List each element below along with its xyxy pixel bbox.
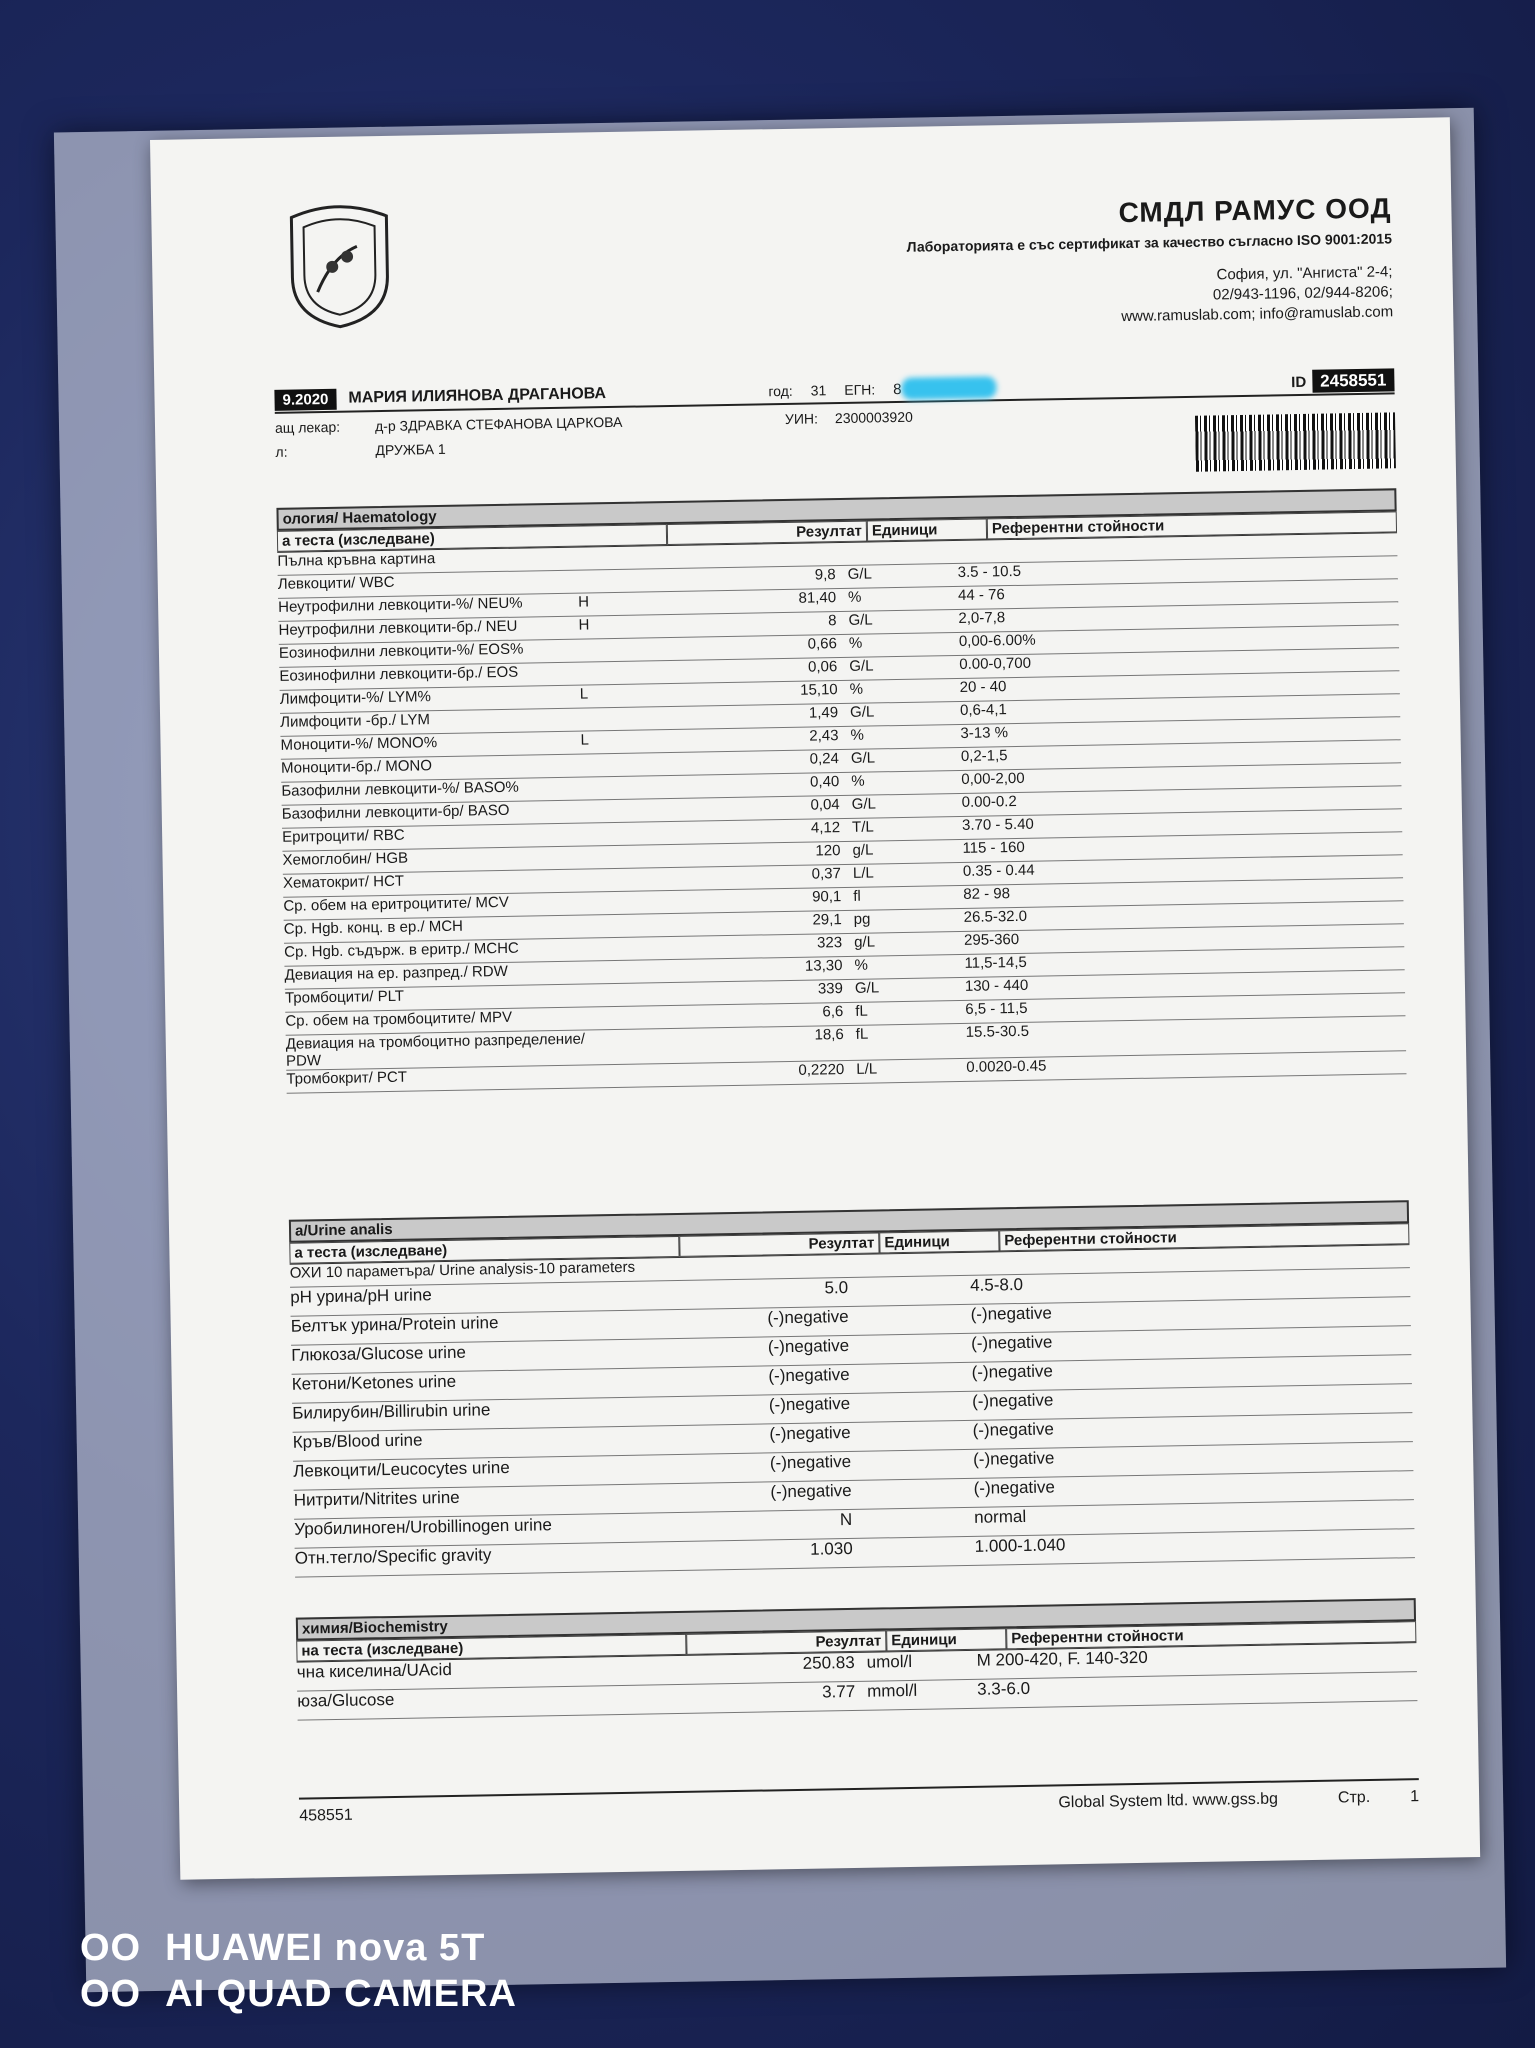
reference-range: 6,5 - 11,5	[965, 999, 1028, 1018]
unit: L/L	[852, 864, 874, 882]
reference-range: 0.0020-0.45	[966, 1057, 1047, 1076]
test-name: Ср. обем на тромбоцитите/ MPV	[285, 1008, 513, 1030]
test-name: Еозинофилни левкоцити-бр./ EOS	[279, 663, 519, 685]
test-name: Еритроцити/ RBC	[282, 826, 405, 846]
reference-range: (-)negative	[971, 1390, 1054, 1411]
test-name: Девиация на ер. разпред./ RDW	[284, 962, 508, 984]
company-name: СМДЛ РАМУС ООД	[1118, 192, 1392, 229]
col-reference: Референтни стойности	[987, 511, 1397, 539]
result: 3.77	[821, 1681, 856, 1702]
unit: fL	[855, 1002, 868, 1020]
reference-range: 3.3-6.0	[976, 1678, 1031, 1699]
test-name: Моноцити-бр./ MONO	[280, 757, 433, 777]
unit: G/L	[854, 979, 880, 997]
result: 8	[828, 612, 837, 630]
flag	[583, 891, 663, 892]
col-unit: Единици	[886, 1628, 1006, 1651]
flag	[592, 1397, 672, 1398]
egn-label: ЕГН:	[844, 381, 876, 398]
result: 0,2220	[798, 1061, 845, 1079]
test-name: Хемоглобин/ HGB	[282, 849, 409, 869]
flag	[579, 638, 659, 639]
age-value: 31	[810, 382, 827, 399]
result: 0,66	[807, 635, 838, 653]
flag	[594, 1513, 674, 1514]
id-label: ID	[1291, 373, 1307, 392]
result: 13,30	[804, 957, 843, 975]
flag	[578, 569, 658, 570]
unit: %	[849, 680, 864, 698]
camera-model: HUAWEI nova 5T	[165, 1927, 486, 1969]
result: N	[839, 1509, 853, 1530]
unit: %	[850, 726, 864, 744]
col-unit: Единици	[879, 1230, 999, 1253]
reference-range: 0,00-6.00%	[958, 631, 1036, 650]
result: (-)negative	[769, 1451, 852, 1473]
test-name: Отн.тегло/Specific gravity	[294, 1545, 492, 1568]
test-name: pH урина/pH urine	[290, 1285, 432, 1307]
reference-range: 130 - 440	[964, 976, 1029, 995]
result: 339	[817, 980, 844, 998]
flag	[593, 1426, 673, 1427]
uin-label: УИН:	[784, 410, 819, 427]
unit: G/L	[850, 749, 876, 767]
flag	[584, 914, 664, 915]
flag	[585, 1006, 665, 1007]
reference-range: 44 - 76	[957, 586, 1005, 604]
test-name: Неутрофилни левкоцити-бр./ NEU	[278, 617, 518, 639]
flag	[582, 845, 662, 846]
page-number: 1	[1410, 1788, 1420, 1806]
reference-range: 295-360	[963, 930, 1020, 949]
result: 1,49	[808, 704, 839, 722]
test-name: Кетони/Ketones urine	[291, 1371, 457, 1394]
reference-range: (-)negative	[972, 1419, 1055, 1440]
test-name: Лимфоцити -бр./ LYM	[280, 711, 431, 731]
doctor-label: ащ лекар:	[274, 418, 341, 436]
result: 9,8	[814, 566, 836, 584]
address-line: София, ул. "Ангиста" 2-4;	[1216, 263, 1393, 284]
test-name: Моноцити-%/ MONO%	[280, 734, 438, 754]
reference-range: 4.5-8.0	[969, 1274, 1024, 1295]
age-label: год:	[768, 382, 793, 400]
unit: %	[854, 956, 869, 974]
flag	[591, 1310, 671, 1311]
test-name: Нитрити/Nitrites urine	[293, 1487, 460, 1510]
flag: L	[580, 731, 590, 749]
section-title: химия/Biochemistry	[296, 1598, 1416, 1641]
section-title: а/Urine analis	[289, 1200, 1409, 1243]
reference-range: 3-13 %	[960, 724, 1009, 742]
reference-range: 82 - 98	[963, 885, 1011, 903]
result: 0,37	[811, 865, 842, 883]
result: 90,1	[811, 888, 842, 906]
reference-range: 0.35 - 0.44	[962, 861, 1035, 880]
subsection-title: ОХИ 10 параметъра/ Urine analysis-10 parameters	[290, 1245, 1410, 1288]
result: (-)negative	[767, 1335, 850, 1357]
test-name: Тромбоцити/ PLT	[284, 987, 405, 1007]
flag	[580, 707, 660, 708]
unit: umol/l	[866, 1651, 913, 1672]
result: 4,12	[810, 819, 841, 837]
test-name: чна киселина/UAcid	[296, 1659, 452, 1682]
unit: G/L	[849, 703, 875, 721]
col-reference: Референтни стойности	[999, 1223, 1409, 1251]
result: 18,6	[814, 1026, 844, 1044]
reference-range: 3.5 - 10.5	[957, 562, 1022, 581]
unit: g/L	[852, 841, 874, 859]
unit: L/L	[856, 1060, 878, 1078]
result: 5.0	[824, 1277, 849, 1298]
flag	[579, 661, 659, 662]
flag	[590, 1281, 670, 1282]
flag	[582, 822, 662, 823]
flag: L	[579, 685, 589, 703]
subsection-title: Пълна кръвна картина	[277, 533, 1397, 576]
unit: G/L	[847, 565, 873, 583]
result: 0,40	[809, 773, 840, 791]
flag	[581, 753, 661, 754]
reference-range: 0,6-4,1	[959, 701, 1007, 719]
reference-range: 1.000-1.040	[974, 1535, 1066, 1556]
reference-range: 3.70 - 5.40	[961, 815, 1034, 834]
reference-range: 0.00-0.2	[961, 792, 1017, 811]
unit: %	[847, 588, 862, 606]
result: 15,10	[800, 681, 838, 699]
col-test: на теста (изследване)	[296, 1634, 686, 1662]
unit: %	[851, 772, 865, 790]
result: (-)negative	[767, 1306, 849, 1328]
result: (-)negative	[769, 1422, 851, 1444]
test-name: Кръв/Blood urine	[292, 1430, 423, 1452]
section-title: ология/ Haematology	[276, 488, 1396, 531]
lab-report-sheet	[150, 117, 1480, 1879]
test-name: Уробилиноген/Urobillinogen urine	[294, 1515, 552, 1539]
flag	[586, 1064, 666, 1065]
test-name: Левкоцити/ WBC	[277, 573, 395, 593]
flag	[586, 1029, 666, 1030]
reference-range: 11,5-14,5	[964, 953, 1027, 972]
reference-range: normal	[973, 1506, 1027, 1527]
flag: H	[577, 593, 590, 611]
redaction-blur	[901, 376, 996, 400]
reference-range: 26.5-32.0	[963, 907, 1028, 926]
flag	[594, 1484, 674, 1485]
reference-range: (-)negative	[970, 1303, 1053, 1324]
result: 0,06	[807, 658, 838, 676]
result: (-)negative	[768, 1364, 850, 1386]
flag	[585, 983, 665, 984]
haematology-section	[276, 488, 1406, 1093]
flag	[592, 1368, 672, 1369]
test-name: Белтък урина/Protein urine	[290, 1313, 499, 1336]
result: 81,40	[798, 589, 837, 607]
flag	[593, 1455, 673, 1456]
col-unit: Единици	[867, 518, 987, 541]
col-result: Резултат	[679, 1232, 879, 1256]
camera-tagline: AI QUAD CAMERA	[165, 1973, 517, 2015]
test-name: Лимфоцити-%/ LYM%	[279, 688, 432, 708]
footer-id: 458551	[299, 1806, 353, 1825]
report-date: 9.2020	[274, 388, 336, 410]
reference-range: (-)negative	[971, 1361, 1054, 1382]
patient-info	[274, 368, 1395, 462]
camera-watermark	[80, 1925, 517, 2017]
flag	[581, 776, 661, 777]
reference-range: (-)negative	[970, 1332, 1053, 1353]
test-name: юза/Glucose	[297, 1689, 395, 1711]
patient-name: МАРИЯ ИЛИЯНОВА ДРАГАНОВА	[348, 385, 607, 407]
camera-logo: OO	[80, 1973, 142, 2015]
result: 323	[816, 934, 843, 952]
reference-range: 15.5-30.5	[965, 1022, 1030, 1041]
phone-line: 02/943-1196, 02/944-8206;	[1212, 283, 1393, 304]
flag	[584, 937, 664, 938]
test-name: Ср. Hgb. конц. в ер./ MCH	[283, 917, 464, 938]
doctor-name: д-р ЗДРАВКА СТЕФАНОВА ЦАРКОВА	[374, 413, 623, 435]
test-name: Хематокрит/ HCT	[282, 872, 405, 892]
unit: fl	[853, 887, 861, 905]
test-name: Билирубин/Billirubin urine	[292, 1400, 491, 1423]
unit: g/L	[853, 933, 876, 951]
col-result: Резултат	[686, 1630, 886, 1654]
result: (-)negative	[768, 1393, 851, 1415]
reference-range: (-)negative	[972, 1448, 1055, 1469]
footer-system: Global System ltd. www.gss.bg	[1058, 1790, 1279, 1812]
reference-range: 0.00-0,700	[959, 654, 1032, 673]
result: 0,24	[809, 750, 840, 768]
reference-range: 20 - 40	[959, 678, 1007, 696]
test-name: Базофилни левкоцити-бр/ BASO	[281, 801, 510, 823]
test-name: Глюкоза/Glucose urine	[291, 1342, 467, 1365]
result: 0,04	[810, 796, 840, 814]
test-name: Тромбокрит/ PCT	[286, 1068, 408, 1088]
test-name: Ср. обем на еритроцитите/ MCV	[283, 893, 509, 915]
test-name: Ср. Hgb. съдърж. в еритр./ MCHC	[284, 939, 519, 961]
flag	[582, 799, 662, 800]
result: 1.030	[809, 1538, 853, 1559]
unit: G/L	[849, 657, 874, 675]
test-name: Левкоцити/Leucocytes urine	[293, 1457, 510, 1481]
unit: %	[848, 634, 863, 652]
col-test: а теста (изследване)	[289, 1236, 679, 1264]
unit: G/L	[851, 795, 877, 813]
camera-logo: OO	[80, 1927, 142, 1969]
unit: T/L	[851, 818, 874, 836]
place-value: ДРУЖБА 1	[375, 440, 446, 459]
place-label: л:	[275, 443, 288, 460]
flag	[597, 1685, 677, 1686]
col-test: а теста (изследване)	[277, 524, 667, 552]
result: 6,6	[822, 1003, 844, 1021]
result: 29,1	[812, 911, 842, 929]
barcode	[1195, 412, 1396, 471]
reference-range: 0,00-2,00	[961, 769, 1025, 788]
flag	[597, 1656, 677, 1657]
test-name: Базофилни левкоцити-%/ BASO%	[281, 778, 519, 800]
unit: mmol/l	[867, 1680, 918, 1701]
test-name: Неутрофилни левкоцити-%/ NEU%	[278, 594, 523, 616]
result: (-)negative	[770, 1480, 852, 1502]
test-name: Еозинофилни левкоцити-%/ EOS%	[278, 640, 524, 662]
result: 250.83	[802, 1652, 855, 1673]
unit: fL	[855, 1025, 869, 1043]
lab-logo	[271, 196, 408, 333]
col-result: Резултат	[667, 521, 867, 545]
biochemistry-section	[296, 1598, 1418, 1721]
reference-range: M 200-420, F. 140-320	[976, 1647, 1148, 1670]
flag	[584, 960, 664, 961]
reference-range: 115 - 160	[962, 838, 1025, 857]
page-footer	[299, 1778, 1419, 1826]
col-reference: Референтни стойности	[1006, 1621, 1416, 1649]
urine-section	[289, 1200, 1415, 1577]
reference-range: 2,0-7,8	[958, 609, 1006, 627]
page-label: Стр.	[1337, 1788, 1371, 1807]
flag	[583, 868, 663, 869]
uin-value: 2300003920	[834, 408, 913, 427]
certificate-text: Лабораторията е със сертификат за качество съгласно ISO 9001:2015	[906, 230, 1393, 255]
flag	[591, 1339, 671, 1340]
test-name: Девиация на тромбоцитно разпределение/ PDW	[285, 1030, 586, 1070]
web-line: www.ramuslab.com; info@ramuslab.com	[1121, 303, 1394, 326]
egn-value: 8	[893, 380, 902, 398]
result: 2,43	[809, 727, 839, 745]
unit: G/L	[848, 611, 873, 629]
flag: H	[578, 616, 590, 634]
reference-range: (-)negative	[973, 1477, 1056, 1498]
unit: pg	[853, 910, 871, 928]
flag	[595, 1542, 675, 1543]
reference-range: 0,2-1,5	[960, 747, 1008, 765]
result: 120	[815, 842, 841, 860]
id-value: 2458551	[1312, 368, 1395, 392]
